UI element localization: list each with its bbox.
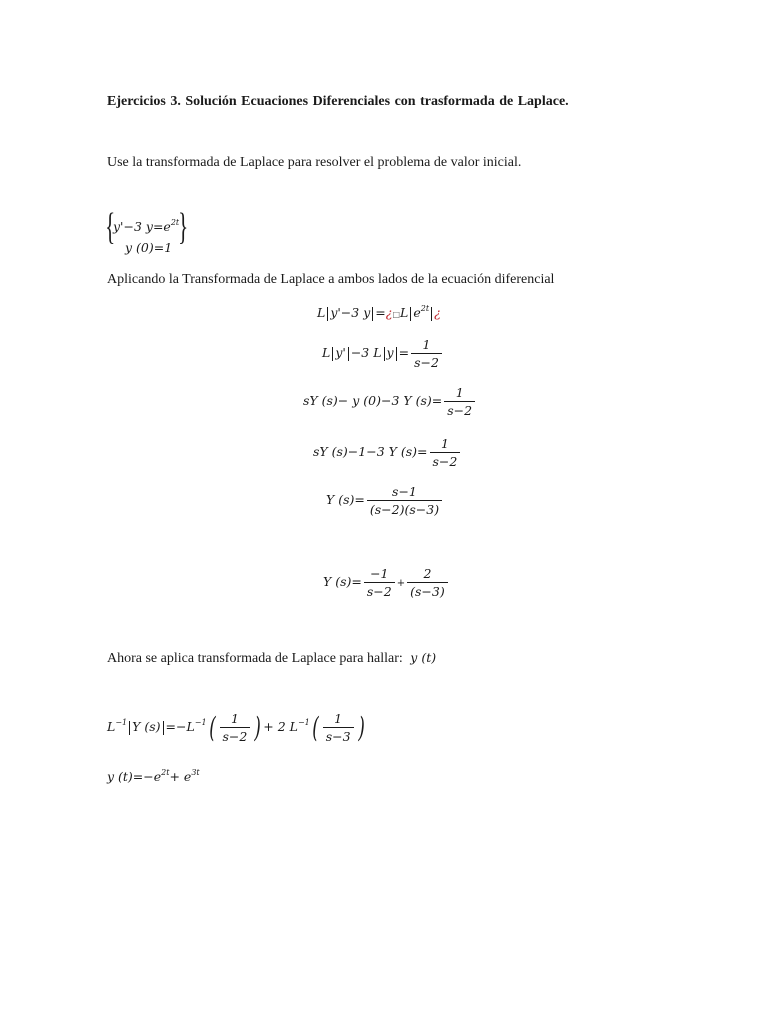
now-text bbox=[107, 650, 436, 667]
step6-num2: 2 bbox=[423, 566, 432, 581]
step2-b: y bbox=[386, 345, 394, 360]
step4-fraction bbox=[430, 436, 461, 469]
bar bbox=[396, 347, 397, 361]
step1-red-mark-1: ¿ bbox=[385, 305, 393, 320]
left-paren: ( bbox=[208, 710, 216, 744]
step6-fraction-1 bbox=[364, 566, 395, 599]
step1-red-mark-2: ¿ bbox=[434, 305, 441, 320]
step1-L2: L bbox=[400, 305, 409, 320]
step6-fraction-2 bbox=[407, 566, 448, 599]
result-lhs: y (t)=−e bbox=[107, 769, 162, 784]
inverse-den1: s−2 bbox=[220, 727, 251, 744]
inverse-exp-3: −1 bbox=[297, 718, 310, 727]
step2-m: −3 L bbox=[350, 345, 382, 360]
inverse-plus: + 2 L bbox=[263, 719, 298, 734]
system-equation-2: y (0)=1 bbox=[125, 240, 173, 255]
step4-lhs: sY (s)−1−3 Y (s)= bbox=[313, 444, 428, 459]
step2-eq: = bbox=[398, 345, 410, 360]
step-6-equation bbox=[323, 566, 450, 599]
step3-den: s−2 bbox=[444, 401, 475, 418]
bar bbox=[431, 307, 432, 321]
inverse-exp-2: −1 bbox=[194, 718, 207, 727]
bar bbox=[163, 721, 164, 735]
now-variable: y (t) bbox=[410, 650, 437, 665]
step6-den1: s−2 bbox=[364, 582, 395, 599]
step6-den2: (s−3) bbox=[407, 582, 448, 599]
instruction-text: Use la transformada de Laplace para resolver el problema de valor inicial. bbox=[107, 155, 522, 170]
now-text-label: Ahora se aplica transformada de Laplace para hallar: bbox=[107, 651, 403, 666]
step2-den: s−2 bbox=[411, 353, 442, 370]
step2-a: y' bbox=[335, 345, 346, 360]
inverse-transform-equation bbox=[107, 711, 366, 744]
inverse-fraction-1 bbox=[220, 711, 251, 744]
step5-lhs: Y (s)= bbox=[326, 492, 365, 507]
step6-plus: + bbox=[396, 578, 406, 589]
inverse-num2: 1 bbox=[334, 711, 343, 726]
inverse-fraction-2 bbox=[323, 711, 354, 744]
inverse-arg: Y (s) bbox=[132, 719, 161, 734]
step3-lhs: sY (s)− y (0)−3 Y (s)= bbox=[303, 393, 443, 408]
step1-box-glyph: □ bbox=[392, 310, 401, 319]
inverse-den2: s−3 bbox=[323, 727, 354, 744]
inverse-eq: =−L bbox=[165, 719, 195, 734]
left-paren: ( bbox=[311, 710, 319, 744]
result-exp1: 2t bbox=[161, 768, 170, 777]
step6-lhs: Y (s)= bbox=[323, 574, 362, 589]
step5-den: (s−2)(s−3) bbox=[367, 500, 442, 517]
right-paren: ) bbox=[357, 710, 365, 744]
system-equation-1 bbox=[113, 219, 179, 234]
system-eq1-lhs: y'−3 y=e bbox=[113, 219, 171, 234]
document-title: Ejercicios 3. Solución Ecuaciones Diferenciales con trasformada de Laplace. bbox=[107, 94, 569, 109]
bar bbox=[129, 721, 130, 735]
inverse-L: L bbox=[107, 719, 116, 734]
inverse-exp: −1 bbox=[115, 718, 128, 727]
result-exp2: 3t bbox=[191, 768, 200, 777]
step-1-equation bbox=[317, 305, 441, 321]
step2-fraction bbox=[411, 337, 442, 370]
step3-fraction bbox=[444, 385, 475, 418]
system-eq1-exponent: 2t bbox=[170, 218, 180, 227]
step-3-equation bbox=[303, 385, 477, 418]
step-5-equation bbox=[326, 484, 444, 517]
step1-exponent: 2t bbox=[420, 304, 430, 313]
step4-num: 1 bbox=[440, 436, 449, 451]
bar bbox=[332, 347, 333, 361]
bar bbox=[410, 307, 411, 321]
step1-e: e bbox=[413, 305, 421, 320]
right-brace: } bbox=[178, 206, 189, 248]
bar bbox=[384, 347, 385, 361]
bar bbox=[372, 307, 373, 321]
right-paren: ) bbox=[254, 710, 262, 744]
left-brace: { bbox=[105, 206, 116, 248]
step-2-equation bbox=[322, 337, 444, 370]
inverse-num1: 1 bbox=[230, 711, 239, 726]
step5-fraction bbox=[367, 484, 442, 517]
result-plus: + e bbox=[169, 769, 192, 784]
step2-L: L bbox=[322, 345, 331, 360]
step1-L: L bbox=[317, 305, 326, 320]
step-4-equation bbox=[313, 436, 462, 469]
step4-den: s−2 bbox=[430, 452, 461, 469]
step3-num: 1 bbox=[455, 385, 464, 400]
step6-num1: −1 bbox=[370, 566, 389, 581]
result-equation bbox=[107, 769, 200, 784]
bar bbox=[327, 307, 328, 321]
applying-text: Aplicando la Transformada de Laplace a ambos lados de la ecuación diferencial bbox=[107, 272, 555, 287]
step5-num: s−1 bbox=[392, 484, 417, 499]
step1-eq: = bbox=[375, 305, 386, 320]
step2-num: 1 bbox=[422, 337, 431, 352]
bar bbox=[348, 347, 349, 361]
step1-inner: y'−3 y bbox=[330, 305, 371, 320]
